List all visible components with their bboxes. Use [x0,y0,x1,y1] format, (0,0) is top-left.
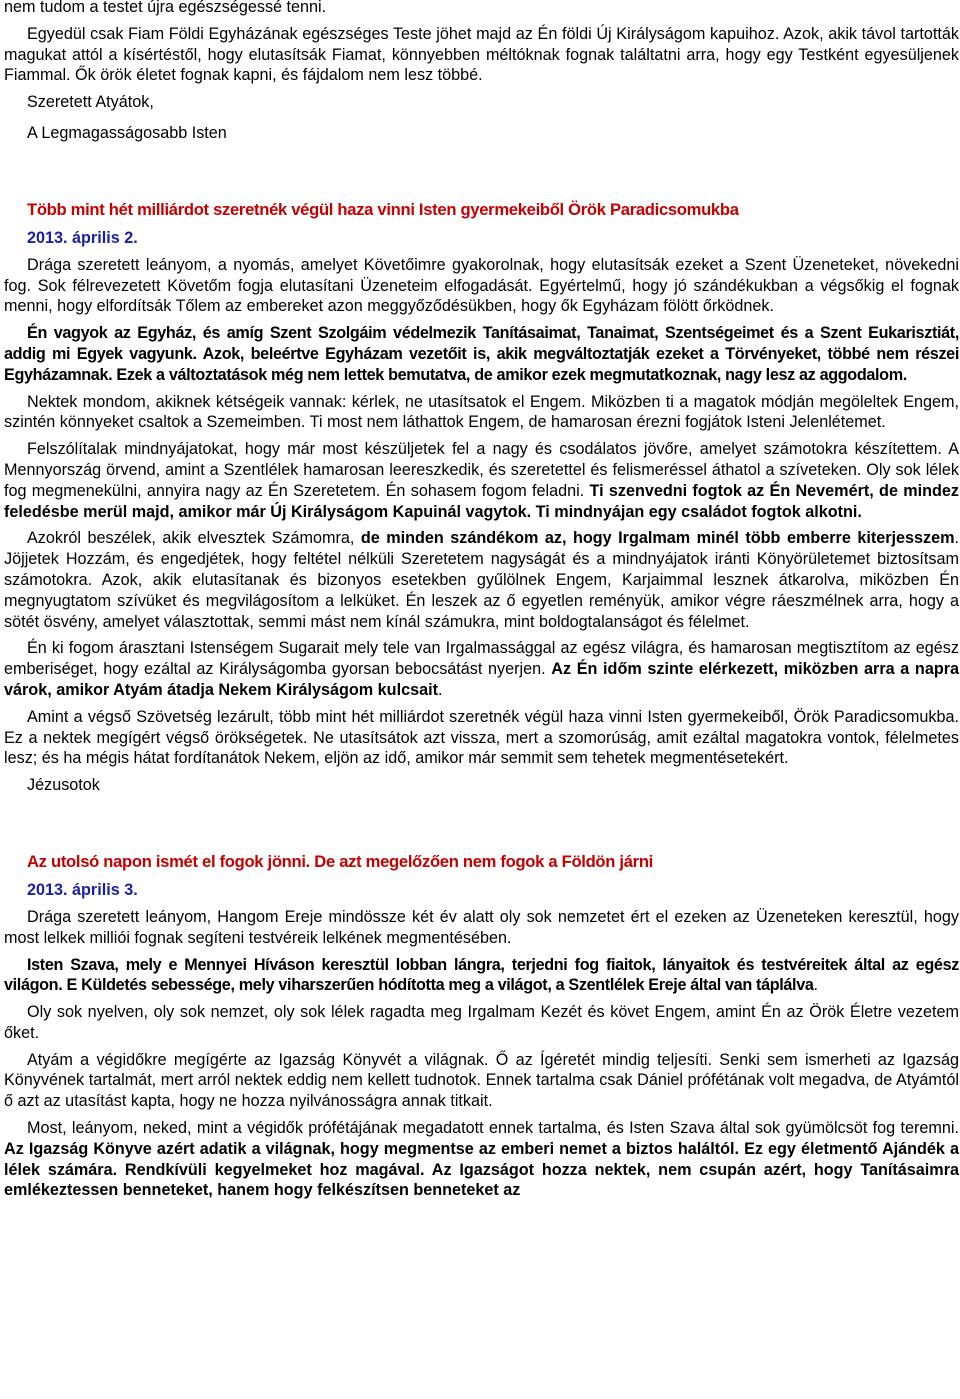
paragraph [4,528,959,632]
paragraph: Oly sok nyelven, oly sok nemzet, oly sok lélek ragadta meg Irgalmam Kezét és követ Engem, amint Én az Örök Életre vezetem őket. [4,1003,959,1042]
paragraph: nem tudom a testet újra egészségessé tenni. [4,0,327,16]
paragraph: Amint a végső Szövetség lezárult, több mint hét milliárdot szeretnék végül haza vinni Isten gyermekeiből, Örök Paradicsomukba. Ez a nektek megígért végső örökségetek. Ne utasítsátok azt vissza, mert a szomorúság, amit ezáltal magatokra vontok, félelmetes lesz; és ha mégis hátat fordítanátok Nekem, eljön az idő, amikor már semmit sem tehetek megmentésetekért. [4,707,959,768]
message-date: 2013. április 3. [27,880,138,899]
paragraph-text: . [813,976,818,995]
paragraph [4,439,959,522]
paragraph: Drága szeretett leányom, Hangom Ereje mindössze két év alatt oly sok nemzetet ért el ezeken az Üzeneteken keresztül, hogy most lelkek milliói fognak segíteni testvéreik lelkének megmentésében. [4,907,959,947]
bold-text: Én vagyok az Egyház, és amíg Szent Szolgáim védelmezik Tanításaimat, Tanaimat, Szentségeimet és a Szent Eukarisztiát, addig mi Egyek vagyunk. Azok, beleértve Egyházam vezetőit is, akik megváltoztatják ezeket a Törvényeket, többé nem részei Egyházamnak. Ezek a változtatások még nem lettek bemutatva, de amikor ezek megmutatkoznak, nagy lesz az aggodalom. [4,324,959,384]
message-title: Több mint hét milliárdot szeretnék végül haza vinni Isten gyermekeiből Örök Paradicsomukba [27,199,739,219]
paragraph [4,1118,959,1201]
message-date: 2013. április 2. [27,228,138,247]
paragraph: Atyám a végidőkre megígérte az Igazság Könyvét a világnak. Ő az Ígéretét mindig teljesíti. Senki sem ismerheti az Igazság Könyvének tartalmát, mert arról nektek eddig nem kellett tudnotok. Ennek tartalma csak Dániel prófétának volt megadva, de Atyámtól ő azt az utasítást kapta, hogy ne hozza nyilvánosságra annak titkait. [4,1050,959,1111]
signature: A Legmagasságosabb Isten [27,123,227,142]
paragraph: Nektek mondom, akiknek kétségeik vannak: kérlek, ne utasítsatok el Engem. Miközben ti a magatok módján megöleltek Engem, szintén könnyeket csaltok a Szemeimben. Ti most nem láthattok Engem, de hamarosan érezni fogjátok Isteni Jelenlétemet. [4,392,959,432]
paragraph [4,955,959,997]
bold-text: Isten Szava, mely e Mennyei Híváson keresztül lobban lángra, terjedni fog fiaitok, lányaitok és testvéreitek által az egész világon. E Küldetés sebessége, mely viharszerűen hódította meg a világot, a Szentlélek Ereje által van táplálva [4,955,959,995]
document-page [4,0,959,1201]
signature: Jézusotok [27,776,100,795]
bold-text: de minden szándékom az, hogy Irgalmam minél több emberre kiterjesszem [360,529,955,548]
paragraph-text: Én ki fogom árasztani Istenségem Sugarait mely tele van Irgalmassággal az egész világra, és hamarosan megtisztítom az egész emberiséget, hogy ezáltal az Királyságomba gyorsan bebocsátást nyerjen. [4,639,959,679]
message-title: Az utolsó napon ismét el fogok jönni. De azt megelőzően nem fogok a Földön járni [27,851,653,871]
paragraph: Egyedül csak Fiam Földi Egyházának egészséges Teste jöhet majd az Én földi Új Királyságom kapuihoz. Azok, akik távol tartották magukat attól a kísértéstől, hogy elutasítsák Fiamat, könnyebben méltóknak fognak találtatni arra, hogy egy Testként egyesüljenek Fiammal. Ők örök életet fognak kapni, és fájdalom nem lesz többé. [4,24,959,85]
bold-text: Az Igazság Könyve azért adatik a világnak, hogy megmentse az emberi nemet a biztos haláltól. Ez egy életmentő Ajándék a lélek számára. Rendkívüli kegyelmeket hoz magával. Az Igazságot hozza nektek, nem csupán azért, hogy Tanításaimra emlékeztessen benneteket, hanem hogy felkészítsen benneteket az [4,1139,959,1200]
paragraph [4,638,959,700]
bold-text: Az Én időm szinte elérkezett, miközben arra a napra várok, amikor Atyám átadja Nekem Királyságom kulcsait [4,660,960,699]
paragraph-text: Most, leányom, neked, mint a végidők prófétájának megadatott ennek tartalma, és Isten Szava által sok gyümölcsöt fog teremni. [27,1119,959,1138]
paragraph-text: Azokról beszélek, akik elvesztek Számomra, [27,529,355,548]
paragraph-text: . [437,680,443,699]
bold-text: Ti szenvedni fogtok az Én Nevemért, de mindez feledésbe merül majd, amikor már Új Királyságom Kapuinál vagytok. Ti mindnyájan egy családot fogtok alkotni. [4,481,959,521]
salutation: Szeretett Atyátok, [27,93,154,112]
paragraph: Drága szeretett leányom, a nyomás, amelyet Követőimre gyakorolnak, hogy elutasítsák ezeket a Szent Üzeneteket, növekedni fog. Sok félrevezetett Követőm fogja elutasítani Üzeneteim elfogadását. Egyértelmű, hogy jó szándékukban a végsőkig el fognak menni, hogy elfordítsák Tőlem az embereket azon meggyőződésükben, hogy ők Egyházam fölött őrködnek. [4,255,959,316]
paragraph-text: . Jöjjetek Hozzám, és engedjétek, hogy feltétel nélküli Szeretetem nagyságát és a mindnyájatok iránti Könyörületemet biztosítsam számotokra. Azok, akik elutasítanak és bizonyos esetekben gyűlölnek Engem, Karjaimmal lesznek átkarolva, miközben Én megnyugtatom szívüket és megvilágosítom a lelküket. Én leszek az ő egyetlen reményük, amikor végre ráeszmélnek arra, hogy a sötét ösvény, amelyet választottak, semmi mást nem kínál számukra, mint boldogtalanságot és félelmet. [4,529,960,631]
paragraph [4,323,959,385]
paragraph-text: Felszólítalak mindnyájatokat, hogy már most készüljetek fel a nagy és csodálatos jövőre, amelyet számotokra készítettem. A Mennyország örvend, amint a Szentlélek hamarosan leereszkedik, és szeretettel és felismeréssel áthatol a szíveteken. Oly sok lélek fog megmenekülni, annyira nagy az Én Szeretetem. Én sohasem fogom feladni. [4,440,959,500]
